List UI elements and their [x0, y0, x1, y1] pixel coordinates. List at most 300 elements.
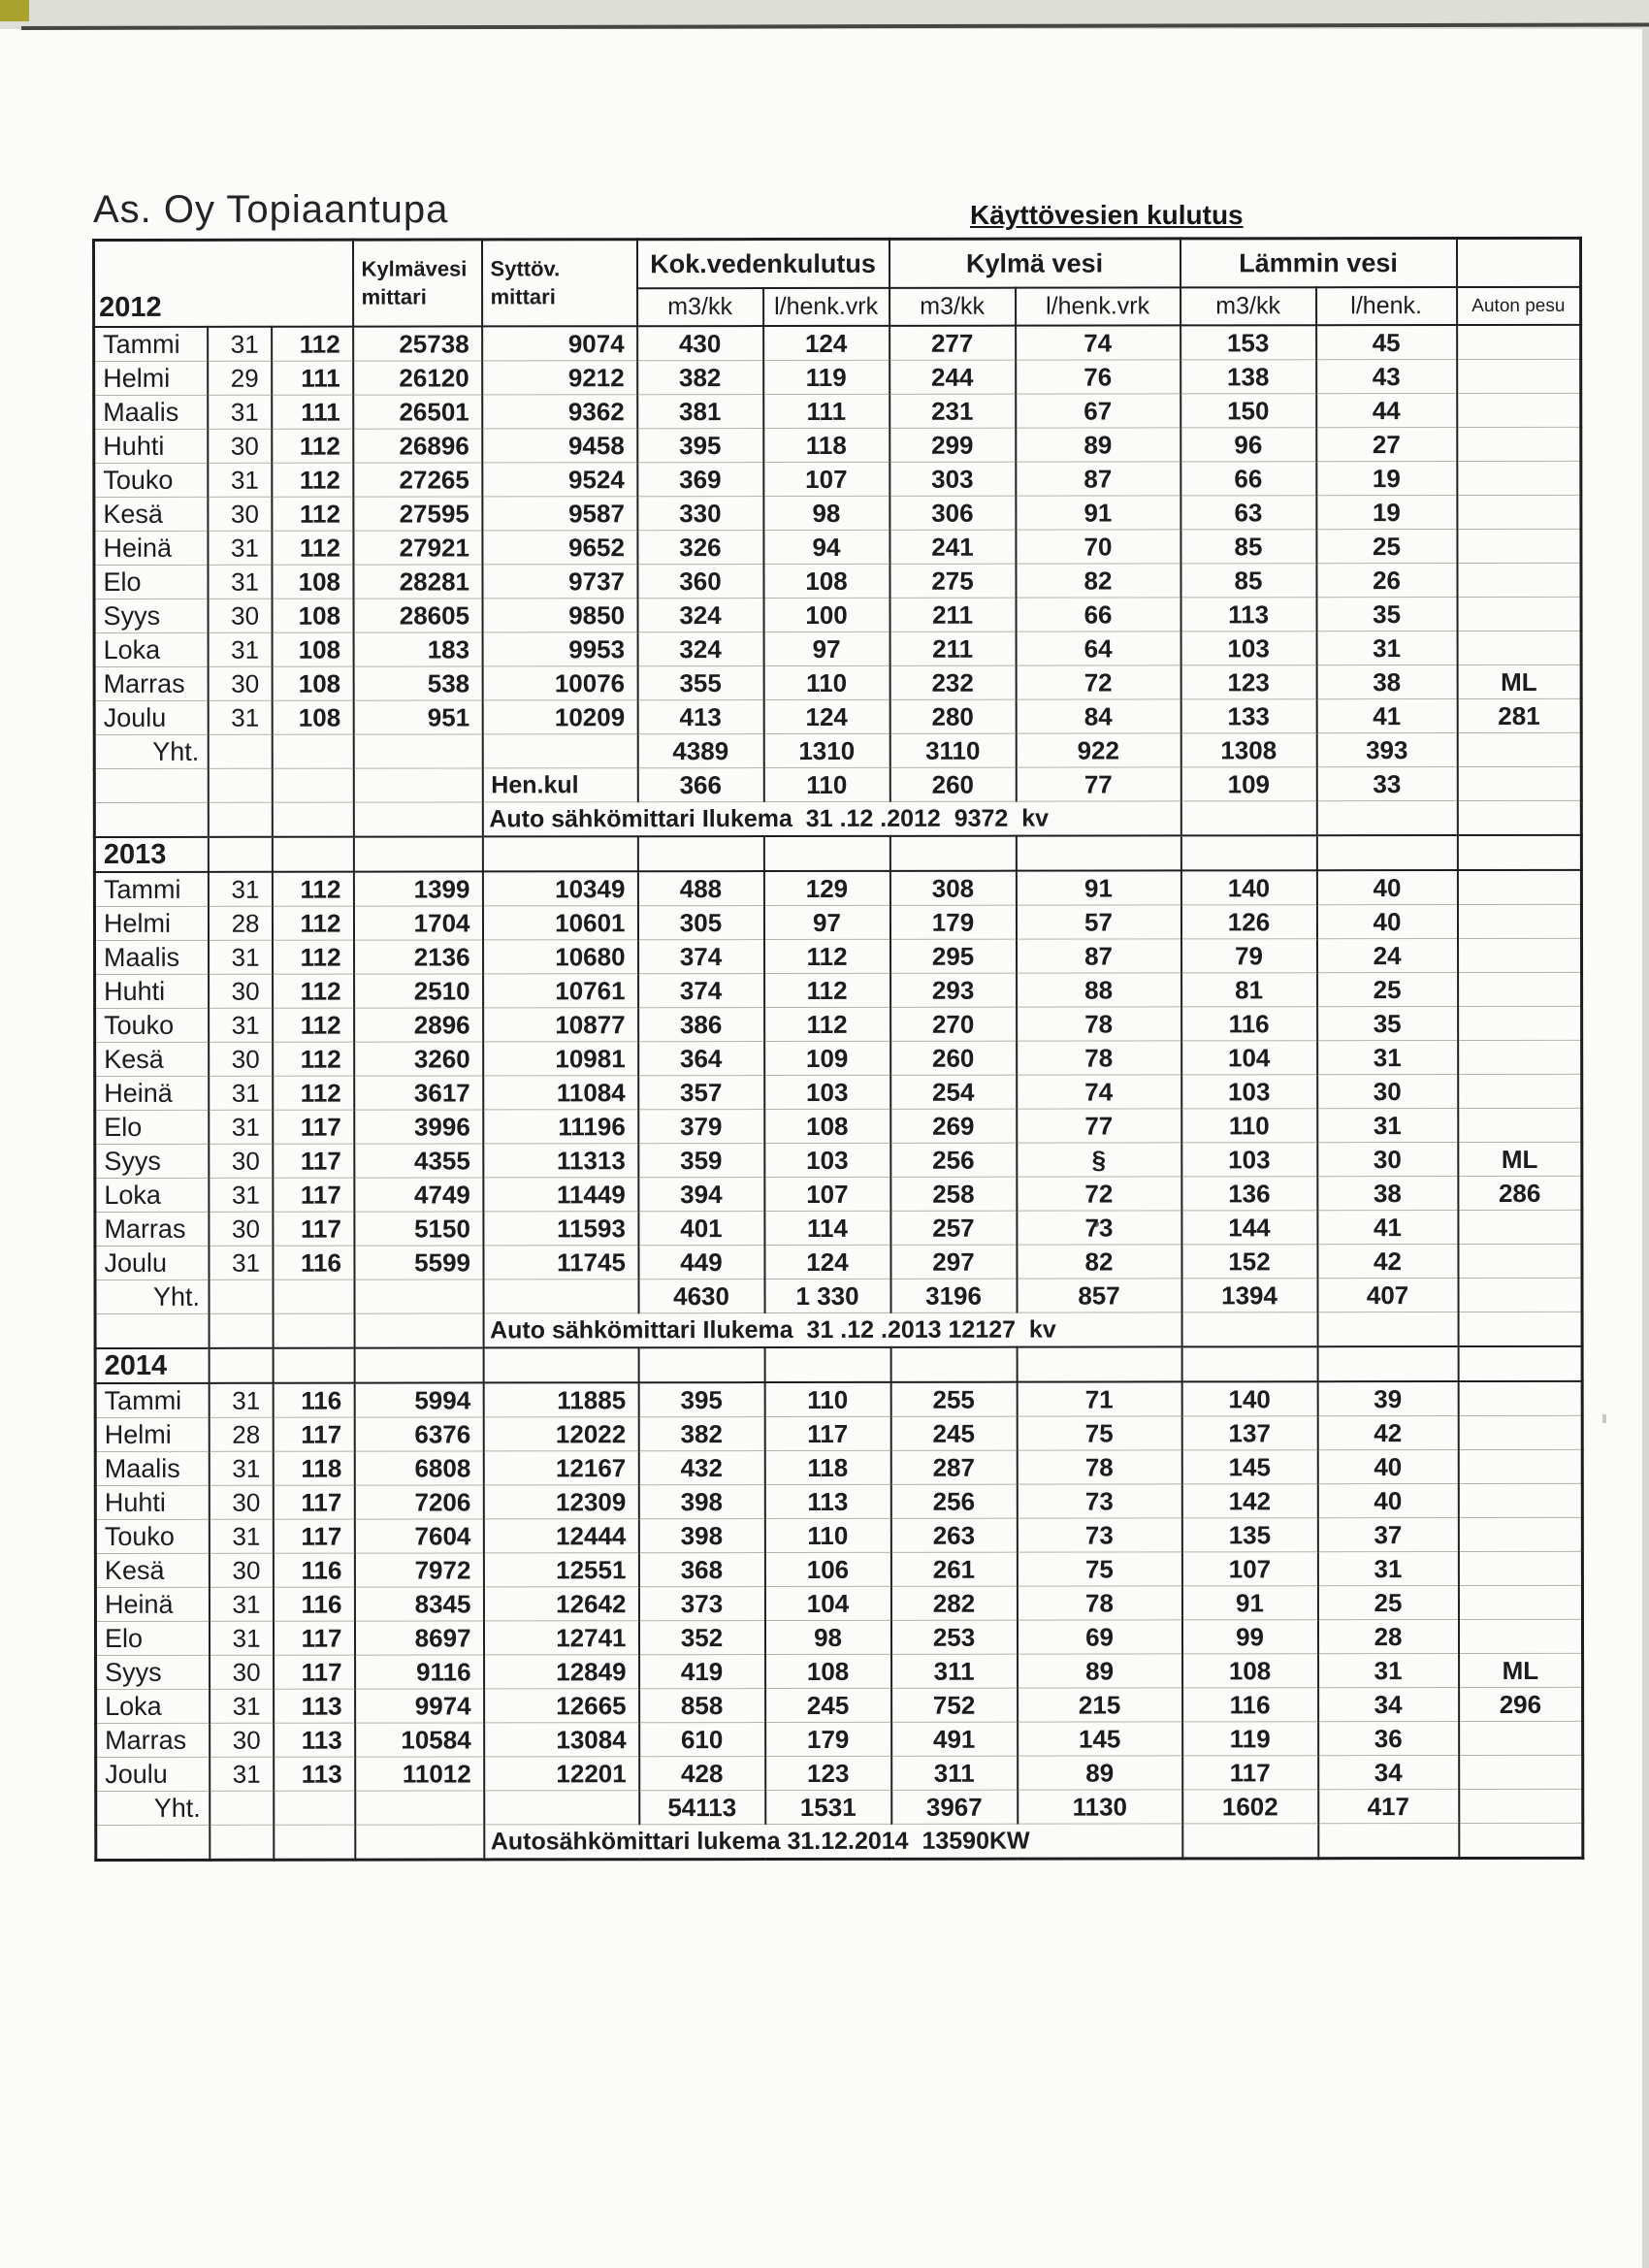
- feed-meter-cell: 9850: [482, 599, 637, 632]
- feed-meter-label-line1: Syttöv.: [490, 256, 561, 281]
- persons-cell: 116: [273, 1553, 354, 1587]
- empty-cell: [272, 768, 353, 802]
- totals-total-m3-cell: 4389: [637, 734, 763, 768]
- cold-liters-cell: 72: [1016, 665, 1180, 699]
- cold-liters-cell: 73: [1017, 1484, 1181, 1518]
- cold-liters-cell: 57: [1016, 905, 1180, 939]
- car-wash-cell: 281: [1457, 698, 1581, 732]
- month-cell: Heinä: [95, 1587, 209, 1621]
- cold-liters-cell: 82: [1017, 1245, 1181, 1279]
- cold-meter-cell: 1399: [353, 871, 482, 906]
- cold-meter-cell: 951: [353, 700, 482, 734]
- warm-liters-cell: 25: [1316, 530, 1457, 564]
- total-liters-cell: 129: [763, 871, 889, 906]
- car-wash-cell: [1458, 1074, 1582, 1108]
- subheader-warm-liters: l/henk.: [1316, 287, 1457, 325]
- month-cell: Kesä: [94, 497, 208, 531]
- total-liters-cell: 109: [764, 1041, 890, 1075]
- cold-m3-cell: 257: [890, 1211, 1017, 1245]
- cold-m3-cell: 256: [890, 1484, 1017, 1518]
- empty-cell: [1017, 1346, 1181, 1381]
- table-row: [95, 1381, 1582, 1418]
- persons-cell: 113: [274, 1757, 355, 1791]
- persons-cell: 112: [272, 463, 353, 497]
- totals-cold-liters-cell: 857: [1017, 1279, 1181, 1312]
- total-liters-cell: 100: [763, 598, 889, 632]
- feed-meter-cell: 9652: [482, 531, 637, 565]
- days-cell: 31: [209, 1621, 273, 1655]
- empty-cell: [483, 1347, 638, 1382]
- month-cell: Kesä: [95, 1042, 209, 1076]
- note-row: [95, 1312, 1582, 1348]
- cold-m3-cell: 245: [890, 1416, 1017, 1450]
- total-liters-cell: 98: [764, 1620, 890, 1654]
- warm-m3-cell: 116: [1181, 1007, 1317, 1041]
- warm-liters-cell: 43: [1316, 360, 1457, 394]
- empty-cell: [210, 1791, 274, 1825]
- persons-cell: 112: [272, 531, 353, 565]
- persons-cell: 117: [273, 1485, 354, 1519]
- warm-liters-cell: 35: [1317, 1007, 1458, 1041]
- car-wash-cell: ML: [1459, 1653, 1583, 1687]
- cold-liters-cell: 69: [1018, 1620, 1182, 1654]
- cold-m3-cell: 241: [889, 530, 1016, 564]
- cold-meter-cell: 3996: [354, 1110, 483, 1144]
- cold-meter-cell: 1704: [353, 906, 482, 940]
- electricity-meter-note: Auto sähkömittari Ilukema 31 .12 .2013 12127 kv: [483, 1312, 1181, 1348]
- month-cell: Loka: [96, 1689, 210, 1723]
- warm-m3-cell: 81: [1181, 973, 1317, 1007]
- days-cell: 31: [209, 1587, 273, 1621]
- warm-liters-cell: 42: [1317, 1245, 1458, 1279]
- cold-m3-cell: 232: [889, 665, 1016, 699]
- persons-cell: 108: [272, 632, 353, 666]
- total-liters-cell: 108: [763, 564, 889, 598]
- total-liters-cell: 118: [764, 1450, 890, 1484]
- col-header-feed-water-meter: [482, 240, 637, 327]
- days-cell: 31: [208, 565, 272, 599]
- empty-cell: [1318, 1824, 1459, 1859]
- days-cell: 31: [209, 940, 273, 974]
- total-liters-cell: 110: [764, 1382, 890, 1417]
- cold-m3-cell: 255: [890, 1382, 1017, 1417]
- cold-m3-cell: 297: [890, 1245, 1017, 1279]
- days-cell: 30: [208, 599, 272, 632]
- warm-m3-cell: 63: [1180, 496, 1316, 530]
- table-row: [96, 1653, 1583, 1689]
- days-cell: 30: [208, 666, 272, 700]
- cold-meter-cell: 27265: [353, 463, 482, 497]
- table-row: [94, 563, 1581, 599]
- feed-meter-cell: 12741: [483, 1621, 638, 1655]
- car-wash-cell: [1458, 1449, 1582, 1483]
- empty-cell: [272, 734, 353, 768]
- month-cell: Huhti: [95, 974, 209, 1008]
- warm-liters-cell: 41: [1316, 699, 1457, 733]
- subheader-cold-m3: m3/kk: [889, 288, 1016, 326]
- car-wash-cell: [1458, 1381, 1582, 1416]
- persons-cell: 117: [273, 1621, 354, 1655]
- month-cell: Loka: [94, 632, 208, 666]
- empty-cell: [1181, 1346, 1317, 1381]
- car-wash-cell: [1458, 1108, 1582, 1142]
- empty-cell: [1458, 1346, 1582, 1381]
- days-cell: 30: [208, 497, 272, 531]
- empty-cell: [1181, 1312, 1317, 1347]
- total-m3-cell: 360: [637, 565, 763, 599]
- days-cell: 28: [208, 906, 272, 940]
- days-cell: 31: [210, 1689, 274, 1723]
- per-person-total-liters-cell: 110: [763, 767, 889, 801]
- feed-meter-cell: 12551: [483, 1553, 638, 1587]
- persons-cell: 117: [273, 1178, 354, 1212]
- total-liters-cell: 107: [764, 1177, 890, 1211]
- warm-m3-cell: 79: [1181, 939, 1317, 973]
- table-row: [94, 631, 1581, 666]
- month-cell: Helmi: [95, 1417, 209, 1451]
- cold-liters-cell: 77: [1017, 1109, 1181, 1143]
- car-wash-cell: [1457, 904, 1581, 938]
- month-cell: Touko: [95, 1008, 209, 1042]
- month-cell: Heinä: [94, 531, 208, 565]
- cold-liters-cell: 75: [1017, 1552, 1181, 1586]
- warm-m3-cell: 140: [1181, 1381, 1317, 1416]
- empty-cell: [1457, 766, 1581, 800]
- total-m3-cell: 324: [637, 632, 763, 666]
- cold-liters-cell: 70: [1016, 530, 1180, 564]
- car-wash-cell: [1457, 870, 1581, 905]
- empty-cell: [1016, 835, 1180, 870]
- empty-cell: [889, 836, 1016, 871]
- month-cell: Joulu: [95, 1246, 209, 1280]
- cold-m3-cell: 752: [891, 1688, 1018, 1722]
- empty-cell: [1458, 1278, 1582, 1312]
- warm-liters-cell: 30: [1317, 1075, 1458, 1109]
- scan-corner-mark: [0, 0, 29, 21]
- warm-m3-cell: 99: [1182, 1620, 1318, 1654]
- table-row: [94, 427, 1581, 463]
- warm-m3-cell: 144: [1181, 1211, 1317, 1245]
- warm-m3-cell: 133: [1180, 699, 1316, 733]
- empty-cell: [1180, 801, 1316, 836]
- cold-m3-cell: 270: [890, 1007, 1017, 1041]
- total-m3-cell: 373: [638, 1587, 764, 1621]
- warm-liters-cell: 30: [1317, 1143, 1458, 1177]
- days-cell: 31: [208, 463, 272, 497]
- feed-meter-cell: 9212: [482, 361, 637, 395]
- days-cell: 30: [210, 1723, 274, 1757]
- feed-meter-cell: 12167: [483, 1451, 638, 1485]
- total-m3-cell: 858: [639, 1689, 765, 1723]
- total-liters-cell: 112: [764, 973, 890, 1007]
- totals-total-liters-cell: 1310: [763, 733, 889, 767]
- cold-meter-cell: 10584: [355, 1723, 484, 1757]
- warm-m3-cell: 140: [1180, 870, 1316, 905]
- table-row: [95, 1415, 1582, 1451]
- feed-meter-cell: 10761: [483, 974, 638, 1008]
- cold-m3-cell: 256: [890, 1143, 1017, 1177]
- persons-cell: 108: [272, 565, 353, 599]
- total-m3-cell: 352: [638, 1621, 764, 1655]
- warm-m3-cell: 137: [1181, 1416, 1317, 1450]
- year-row: [94, 835, 1581, 872]
- cold-meter-cell: 28605: [353, 599, 482, 632]
- month-cell: Tammi: [95, 1383, 209, 1418]
- warm-m3-cell: 117: [1182, 1756, 1318, 1790]
- days-cell: 31: [208, 395, 272, 429]
- car-wash-cell: [1458, 938, 1582, 972]
- total-m3-cell: 305: [637, 906, 763, 940]
- car-wash-cell: [1458, 1244, 1582, 1278]
- cold-m3-cell: 211: [889, 598, 1016, 632]
- empty-cell: [1317, 1346, 1458, 1381]
- cold-m3-cell: 263: [890, 1518, 1017, 1552]
- scan-speck: [1602, 1414, 1606, 1423]
- per-person-total-m3-cell: 366: [637, 768, 763, 802]
- feed-meter-cell: 13084: [484, 1723, 639, 1757]
- days-cell: 30: [209, 1212, 273, 1246]
- warm-liters-cell: 31: [1317, 1552, 1458, 1586]
- cold-m3-cell: 244: [889, 360, 1016, 394]
- totals-total-m3-cell: 54113: [639, 1791, 765, 1825]
- empty-cell: [209, 1280, 273, 1313]
- totals-warm-m3-cell: 1308: [1180, 733, 1316, 767]
- totals-cold-m3-cell: 3196: [890, 1279, 1017, 1312]
- days-cell: 28: [209, 1417, 273, 1451]
- car-wash-cell: ML: [1457, 664, 1581, 698]
- per-person-warm-m3-cell: 109: [1180, 767, 1316, 801]
- table-row: [94, 359, 1581, 395]
- table-row: [95, 972, 1582, 1008]
- days-cell: 31: [208, 700, 272, 734]
- empty-cell: [482, 734, 637, 768]
- cold-m3-cell: 311: [891, 1756, 1018, 1790]
- warm-m3-cell: 126: [1180, 905, 1316, 939]
- feed-meter-cell: 9587: [482, 497, 637, 531]
- days-cell: 31: [208, 632, 272, 666]
- feed-meter-cell: 12309: [483, 1485, 638, 1519]
- persons-cell: 112: [273, 1042, 354, 1076]
- empty-cell: [484, 1791, 639, 1825]
- warm-liters-cell: 28: [1318, 1620, 1459, 1654]
- table-row: [95, 1483, 1582, 1519]
- cold-meter-cell: 4749: [354, 1178, 483, 1212]
- total-m3-cell: 359: [638, 1144, 764, 1178]
- warm-liters-cell: 34: [1318, 1756, 1459, 1790]
- table-row: [95, 1517, 1582, 1553]
- feed-meter-cell: 12444: [483, 1519, 638, 1553]
- totals-warm-m3-cell: 1602: [1182, 1790, 1318, 1824]
- total-m3-cell: 395: [638, 1382, 764, 1417]
- cold-m3-cell: 306: [889, 496, 1016, 530]
- empty-cell: [208, 837, 272, 872]
- warm-liters-cell: 19: [1316, 496, 1457, 530]
- persons-cell: 117: [273, 1417, 354, 1451]
- car-wash-cell: [1457, 461, 1581, 495]
- table-row: [94, 597, 1581, 632]
- table-row: [96, 1721, 1583, 1757]
- car-wash-cell: 296: [1459, 1687, 1583, 1721]
- total-liters-cell: 94: [763, 530, 889, 564]
- cold-m3-cell: 211: [889, 632, 1016, 665]
- cold-liters-cell: 82: [1016, 564, 1180, 598]
- cold-m3-cell: 293: [890, 973, 1017, 1007]
- warm-m3-cell: 119: [1182, 1722, 1318, 1756]
- totals-label: Yht.: [96, 1791, 210, 1825]
- cold-liters-cell: 75: [1017, 1416, 1181, 1450]
- total-liters-cell: 98: [763, 496, 889, 530]
- empty-cell: [1457, 800, 1581, 835]
- empty-cell: [274, 1791, 355, 1825]
- total-m3-cell: 374: [638, 974, 764, 1008]
- total-m3-cell: 374: [638, 940, 764, 974]
- total-liters-cell: 124: [763, 699, 889, 733]
- persons-cell: 117: [274, 1655, 355, 1689]
- warm-liters-cell: 40: [1316, 905, 1457, 939]
- month-cell: Marras: [96, 1723, 210, 1757]
- cold-m3-cell: 253: [891, 1620, 1018, 1654]
- total-m3-cell: 401: [638, 1212, 764, 1246]
- warm-m3-cell: 153: [1180, 325, 1316, 360]
- cold-meter-label-line2: mittari: [361, 284, 427, 309]
- days-cell: 31: [209, 1178, 273, 1212]
- total-liters-cell: 114: [764, 1211, 890, 1245]
- warm-liters-cell: 42: [1317, 1416, 1458, 1450]
- month-cell: Syys: [96, 1655, 210, 1689]
- cold-liters-cell: 67: [1016, 394, 1180, 428]
- warm-m3-cell: 135: [1181, 1518, 1317, 1552]
- feed-meter-cell: 12201: [484, 1757, 639, 1791]
- empty-cell: [1457, 732, 1581, 766]
- month-cell: Huhti: [94, 429, 208, 463]
- total-liters-cell: 124: [763, 326, 889, 361]
- total-liters-cell: 111: [763, 394, 889, 428]
- feed-meter-cell: 9524: [482, 463, 637, 497]
- warm-liters-cell: 34: [1318, 1688, 1459, 1722]
- car-wash-cell: [1457, 359, 1581, 393]
- total-m3-cell: 430: [637, 326, 763, 361]
- empty-cell: [1459, 1823, 1583, 1858]
- empty-cell: [353, 836, 482, 871]
- feed-meter-cell: 9737: [482, 565, 637, 599]
- month-cell: Kesä: [95, 1553, 209, 1587]
- warm-m3-cell: 136: [1181, 1177, 1317, 1211]
- cold-liters-cell: 76: [1016, 360, 1180, 394]
- cold-meter-cell: 3260: [354, 1042, 483, 1076]
- warm-liters-cell: 25: [1317, 1586, 1458, 1620]
- totals-cold-m3-cell: 3110: [889, 733, 1016, 767]
- car-wash-cell: [1458, 1210, 1582, 1244]
- total-liters-cell: 113: [764, 1484, 890, 1518]
- warm-liters-cell: 26: [1316, 564, 1457, 598]
- warm-liters-cell: 41: [1317, 1211, 1458, 1245]
- feed-meter-cell: 11313: [483, 1144, 638, 1178]
- table-row: [94, 664, 1581, 700]
- empty-cell: [273, 1280, 354, 1313]
- car-wash-cell: [1458, 1517, 1582, 1551]
- total-liters-cell: 110: [763, 665, 889, 699]
- total-liters-cell: 97: [763, 905, 889, 939]
- subheader-cold-liters: l/henk.vrk: [1016, 287, 1180, 325]
- empty-cell: [95, 1313, 209, 1348]
- feed-meter-cell: 10601: [482, 906, 637, 940]
- month-cell: Marras: [94, 666, 208, 700]
- warm-m3-cell: 138: [1180, 360, 1316, 394]
- feed-meter-cell: 9074: [482, 326, 637, 361]
- cold-m3-cell: 287: [890, 1450, 1017, 1484]
- persons-cell: 117: [273, 1110, 354, 1144]
- total-m3-cell: 428: [639, 1757, 765, 1791]
- empty-cell: [209, 1348, 273, 1383]
- table-row: [95, 1551, 1582, 1587]
- feed-meter-cell: 11084: [483, 1076, 638, 1110]
- electricity-meter-note: Autosähkömittari lukema 31.12.2014 13590KW: [484, 1824, 1182, 1860]
- cold-m3-cell: 254: [890, 1075, 1017, 1109]
- persons-cell: 112: [273, 1076, 354, 1110]
- warm-m3-cell: 123: [1180, 665, 1316, 699]
- days-cell: 29: [208, 361, 272, 395]
- empty-cell: [1459, 1789, 1583, 1823]
- cold-liters-cell: 145: [1018, 1722, 1182, 1756]
- empty-cell: [354, 1313, 483, 1348]
- table-row: [95, 1006, 1582, 1042]
- table-row: [95, 1142, 1582, 1178]
- total-liters-cell: 108: [764, 1109, 890, 1143]
- warm-m3-cell: 116: [1182, 1688, 1318, 1722]
- cold-meter-cell: 8345: [354, 1587, 483, 1621]
- car-wash-cell: [1457, 597, 1581, 631]
- page-subtitle: Käyttövesien kulutus: [970, 200, 1244, 230]
- feed-meter-cell: 12665: [484, 1689, 639, 1723]
- table-row: [94, 698, 1581, 734]
- car-wash-cell: [1458, 1585, 1582, 1619]
- empty-cell: [763, 836, 889, 871]
- totals-total-liters-cell: 1 330: [764, 1279, 890, 1312]
- total-m3-cell: 382: [638, 1417, 764, 1451]
- empty-cell: [1316, 835, 1457, 870]
- total-m3-cell: 398: [638, 1519, 764, 1553]
- cold-meter-cell: 2136: [354, 940, 483, 974]
- empty-cell: [354, 1347, 483, 1382]
- empty-cell: [354, 1280, 483, 1313]
- days-cell: 30: [209, 1144, 273, 1178]
- cold-liters-cell: 88: [1017, 973, 1181, 1007]
- table-row: [95, 1619, 1582, 1655]
- persons-cell: 117: [273, 1144, 354, 1178]
- days-cell: 30: [209, 974, 273, 1008]
- cold-meter-cell: 7604: [354, 1519, 483, 1553]
- persons-cell: 117: [273, 1212, 354, 1246]
- electricity-meter-note: Auto sähkömittari Ilukema 31 .12 .2012 9372 kv: [482, 801, 1180, 837]
- table-row: [94, 495, 1581, 531]
- days-cell: 31: [209, 1451, 273, 1485]
- total-m3-cell: 488: [637, 871, 763, 906]
- cold-meter-cell: 26120: [353, 361, 482, 395]
- total-liters-cell: 106: [764, 1552, 890, 1586]
- scan-right-edge: [1642, 29, 1649, 2268]
- header-sub-row: [94, 287, 1581, 327]
- days-cell: 31: [209, 1008, 273, 1042]
- totals-warm-liters-cell: 393: [1316, 733, 1457, 767]
- cold-meter-cell: 5599: [354, 1246, 483, 1280]
- empty-cell: [1316, 801, 1457, 836]
- table-row: [95, 1176, 1582, 1212]
- total-liters-cell: 107: [763, 462, 889, 496]
- per-person-cold-m3-cell: 260: [889, 767, 1016, 801]
- persons-cell: 113: [274, 1723, 355, 1757]
- persons-cell: 112: [273, 940, 354, 974]
- total-liters-cell: 103: [764, 1075, 890, 1109]
